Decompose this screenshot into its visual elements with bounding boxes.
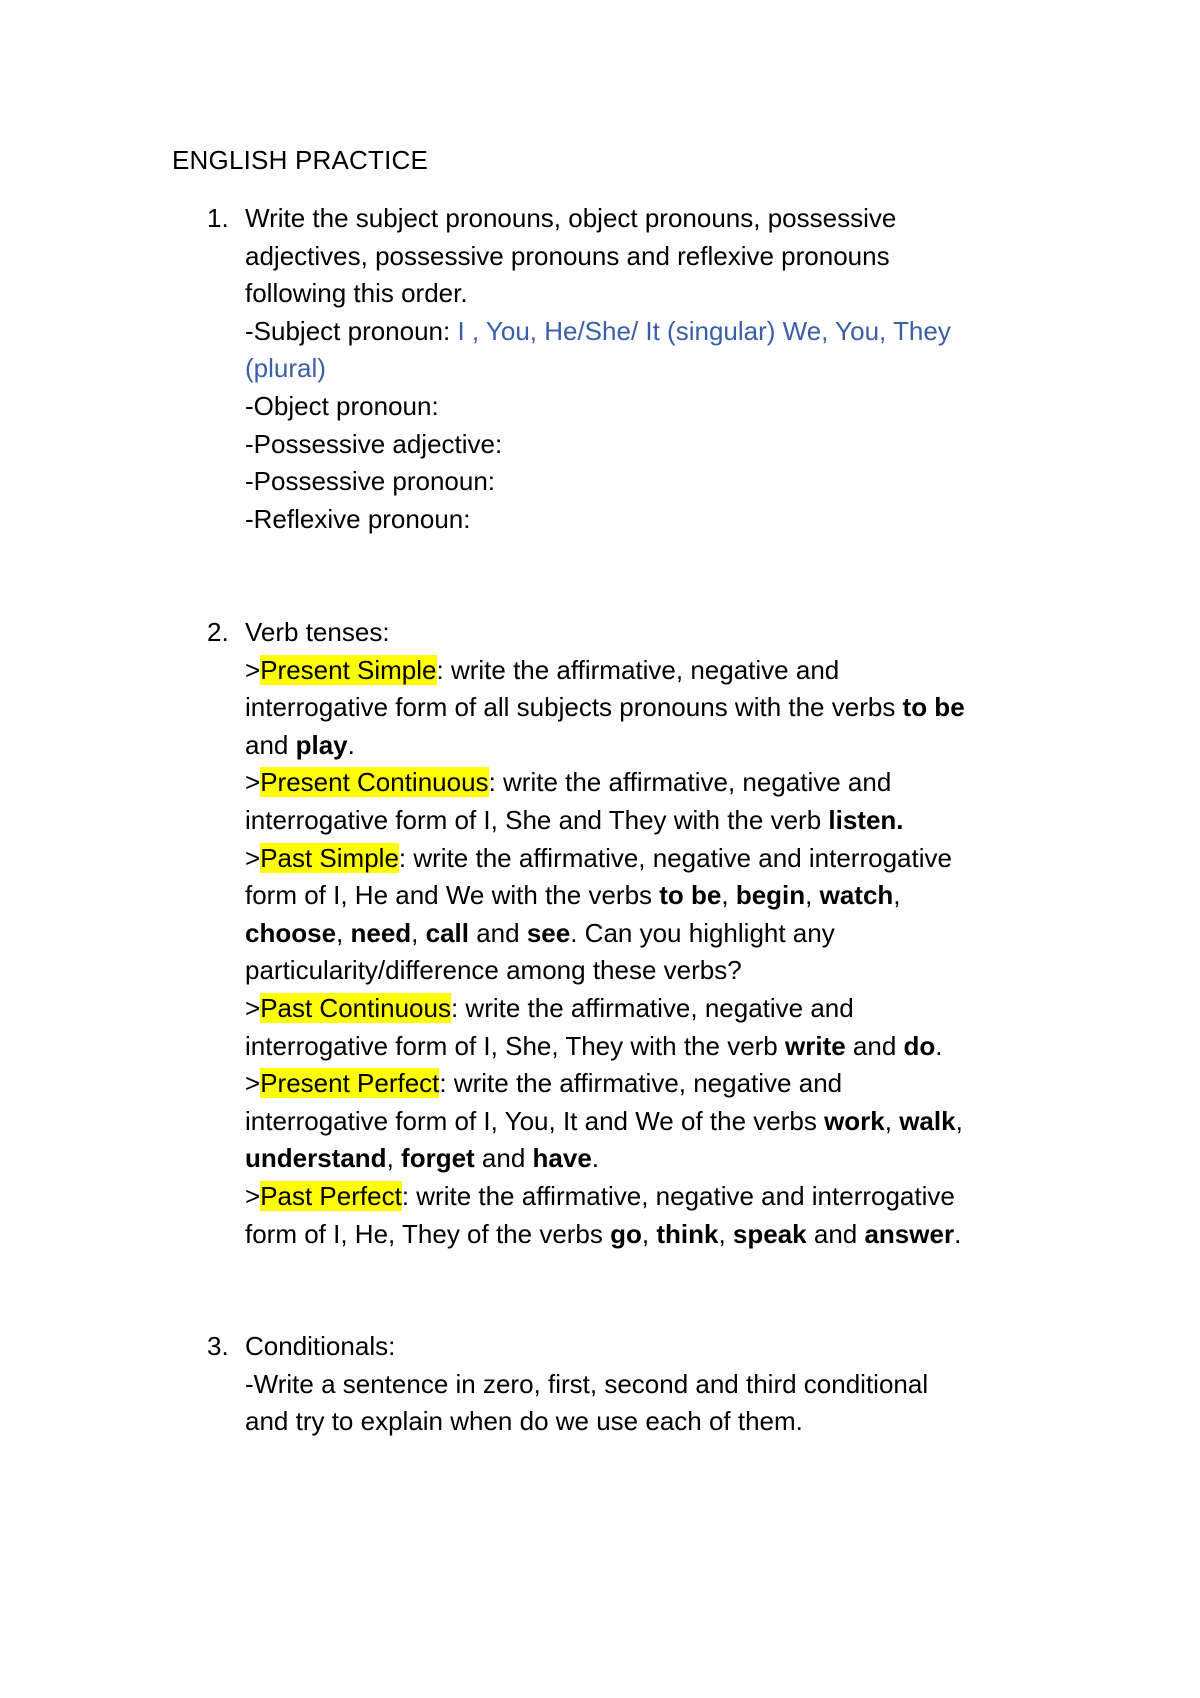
instruction-text: : write the affirmative, negative and — [436, 654, 840, 685]
section-number: 1. — [207, 203, 229, 233]
verb-bold: forget — [401, 1143, 475, 1174]
verb-bold: speak — [732, 1218, 807, 1249]
verb-bold: have — [532, 1143, 592, 1174]
verb-bold: do — [903, 1030, 936, 1061]
instruction-text: and — [845, 1030, 904, 1061]
verb-bold: see — [526, 917, 571, 948]
verb-bold: go — [610, 1218, 642, 1249]
instruction-text: : write the affirmative, negative and — [450, 992, 854, 1023]
instruction-line: and try to explain when do we use each of them. — [245, 1406, 803, 1437]
object-pronoun-label: -Object pronoun: — [245, 390, 439, 421]
instruction-text: , — [386, 1143, 402, 1174]
instruction-text: : write the affirmative, negative and — [488, 767, 892, 798]
instruction-text: , — [884, 1105, 900, 1136]
subject-pronoun-label: -Subject pronoun: — [245, 315, 451, 346]
instruction-line — [245, 1028, 1045, 1066]
possessive-adjective-label: -Possessive adjective: — [245, 428, 503, 459]
instruction-line: -Write a sentence in zero, first, second and third conditional — [245, 1368, 929, 1399]
arrow-marker: > — [245, 992, 261, 1023]
instruction-text: and — [474, 1143, 533, 1174]
present-continuous-line — [245, 764, 1045, 802]
instruction-text: interrogative form of I, She, They with the verb — [245, 1030, 785, 1061]
instruction-text: : write the affirmative, negative and interrogative — [401, 1180, 955, 1211]
verb-bold: think — [656, 1218, 719, 1249]
section-heading: Verb tenses: — [245, 617, 390, 647]
verb-bold: choose — [245, 917, 337, 948]
instruction-text: , — [805, 880, 820, 911]
instruction-line — [245, 915, 1045, 953]
arrow-marker: > — [245, 1068, 261, 1099]
instruction-text: , — [893, 880, 901, 911]
section-number: 3. — [207, 1331, 229, 1361]
instruction-line: following this order. — [245, 278, 468, 309]
tense-highlight: Present Simple — [260, 654, 437, 685]
subject-pronoun-line — [245, 313, 1045, 351]
tense-highlight: Present Continuous — [260, 767, 489, 798]
instruction-line — [245, 1103, 1045, 1141]
instruction-line — [245, 1216, 1045, 1254]
section-number: 2. — [207, 617, 229, 647]
present-perfect-line — [245, 1065, 1045, 1103]
section-heading: Conditionals: — [245, 1331, 396, 1361]
subject-pronoun-answer: I , You, He/She/ It (singular) We, You, They — [450, 315, 951, 346]
instruction-text: and — [245, 729, 296, 760]
instruction-text: , — [955, 1105, 963, 1136]
instruction-line: particularity/difference among these verbs? — [245, 955, 742, 986]
instruction-line — [245, 689, 1045, 727]
past-simple-line — [245, 840, 1045, 878]
arrow-marker: > — [245, 767, 261, 798]
tense-highlight: Past Continuous — [260, 992, 451, 1023]
instruction-text: : write the affirmative, negative and interrogative — [398, 842, 952, 873]
arrow-marker: > — [245, 654, 261, 685]
verb-bold: write — [785, 1030, 846, 1061]
instruction-text: : write the affirmative, negative and — [439, 1068, 843, 1099]
instruction-text: interrogative form of I, You, It and We of the verbs — [245, 1105, 825, 1136]
tense-highlight: Past Simple — [260, 842, 399, 873]
instruction-line: adjectives, possessive pronouns and reflexive pronouns — [245, 240, 890, 271]
section-body — [245, 614, 1045, 1253]
instruction-line: Write the subject pronouns, object pronouns, possessive — [245, 203, 897, 233]
verb-bold: listen. — [828, 804, 904, 835]
verb-bold: answer — [864, 1218, 955, 1249]
instruction-text: . — [591, 1143, 600, 1174]
verb-bold: to be — [902, 692, 965, 723]
instruction-line — [245, 727, 1045, 765]
instruction-text: . — [347, 729, 355, 760]
verb-bold: understand — [245, 1143, 387, 1174]
instruction-text: and — [806, 1218, 865, 1249]
arrow-marker: > — [245, 1180, 261, 1211]
past-continuous-line — [245, 990, 1045, 1028]
instruction-text: . — [954, 1218, 962, 1249]
instruction-line — [245, 877, 1045, 915]
verb-bold: begin — [735, 880, 806, 911]
instruction-text: , — [411, 917, 426, 948]
instruction-text: . Can you highlight any — [570, 917, 835, 948]
instruction-text: interrogative form of all subjects pronouns with the verbs — [245, 692, 903, 723]
instruction-text: interrogative form of I, She and They with the verb — [245, 804, 829, 835]
section-body — [245, 1328, 1045, 1441]
instruction-text: form of I, He and We with the verbs — [245, 880, 660, 911]
present-simple-line — [245, 652, 1045, 690]
instruction-text: and — [469, 917, 527, 948]
document-title: ENGLISH PRACTICE — [172, 145, 429, 175]
verb-bold: play — [295, 729, 348, 760]
instruction-text: , — [721, 880, 736, 911]
verb-bold: need — [350, 917, 412, 948]
tense-highlight: Past Perfect — [260, 1180, 402, 1211]
instruction-text: , — [641, 1218, 657, 1249]
instruction-line — [245, 1140, 1045, 1178]
verb-bold: watch — [819, 880, 894, 911]
instruction-text: , — [718, 1218, 733, 1249]
verb-bold: work — [824, 1105, 885, 1136]
section-body — [245, 200, 1045, 538]
verb-bold: to be — [659, 880, 722, 911]
instruction-text: . — [935, 1030, 943, 1061]
instruction-text: form of I, He, They of the verbs — [245, 1218, 611, 1249]
tense-highlight: Present Perfect — [260, 1068, 440, 1099]
subject-pronoun-answer-continued: (plural) — [245, 353, 326, 384]
instruction-text: , — [336, 917, 351, 948]
possessive-pronoun-label: -Possessive pronoun: — [245, 466, 496, 497]
verb-bold: walk — [899, 1105, 956, 1136]
arrow-marker: > — [245, 842, 261, 873]
instruction-line — [245, 802, 1045, 840]
verb-bold: call — [425, 917, 469, 948]
reflexive-pronoun-label: -Reflexive pronoun: — [245, 503, 471, 534]
past-perfect-line — [245, 1178, 1045, 1216]
